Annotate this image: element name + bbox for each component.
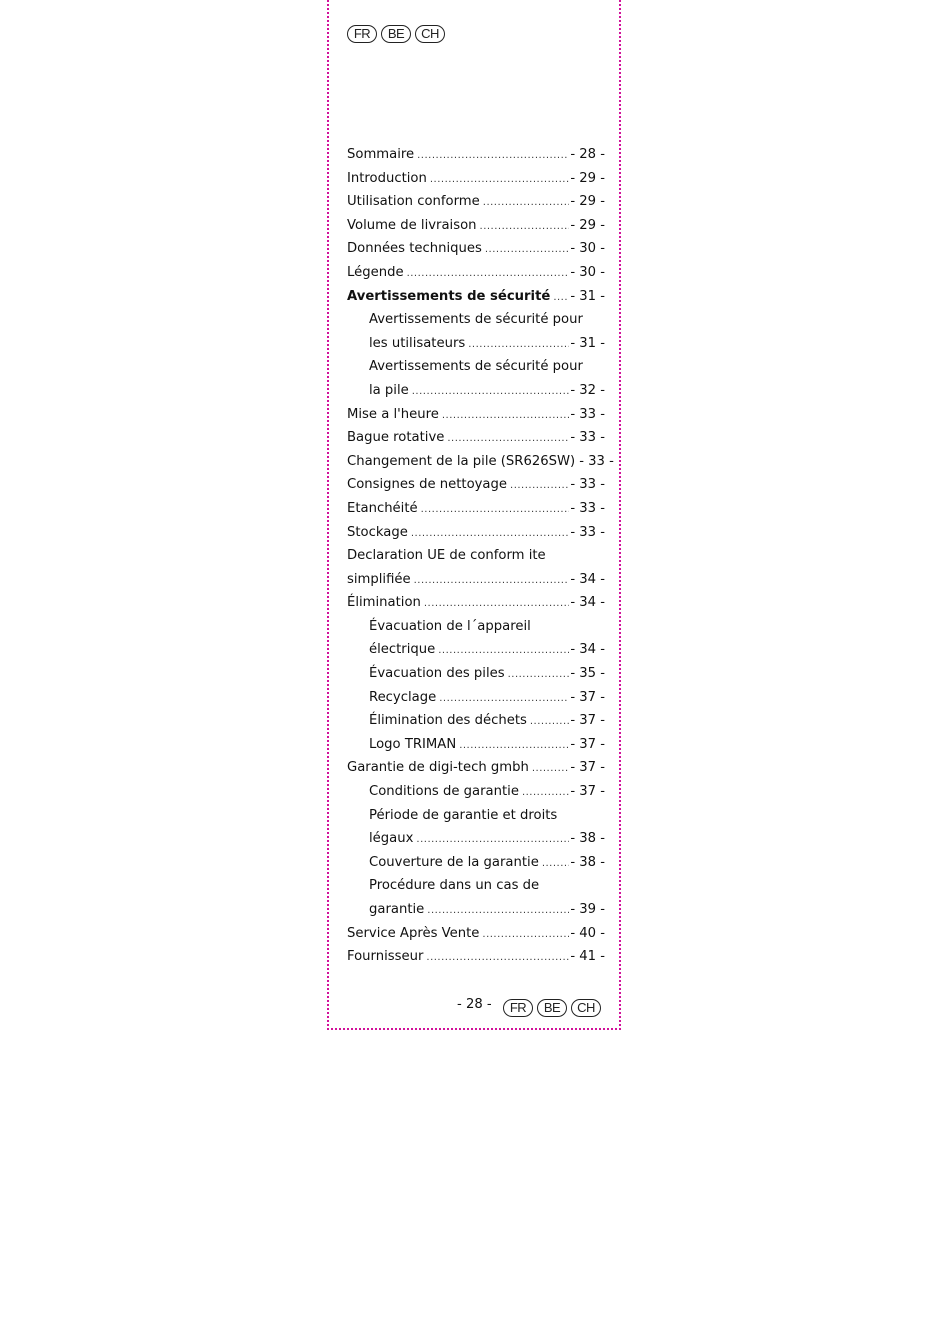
- toc-entry-title: électrique: [369, 642, 436, 658]
- toc-entry: [347, 851, 605, 875]
- toc-dot-leader: [417, 144, 569, 168]
- toc-dot-leader: [482, 923, 569, 947]
- toc-entry-title: la pile: [369, 382, 409, 398]
- toc-entry: [347, 285, 605, 309]
- toc-entry-page: - 33 -: [570, 430, 605, 446]
- toc-entry-page: - 38 -: [570, 831, 605, 847]
- toc-dot-leader: [424, 592, 569, 616]
- toc-entry: [347, 827, 605, 851]
- toc-dot-leader: [442, 404, 569, 428]
- toc-entry: [347, 190, 605, 214]
- toc-dot-leader: [553, 286, 569, 310]
- toc-entry: [347, 780, 605, 804]
- country-badge-fr: FR: [503, 999, 533, 1017]
- toc-entry: [347, 261, 605, 285]
- toc-entry: [347, 473, 605, 497]
- toc-dot-leader: [510, 474, 569, 498]
- toc-entry-page: - 41 -: [570, 949, 605, 965]
- toc-entry-page: - 33 -: [579, 453, 614, 469]
- toc-entry-page: - 35 -: [570, 666, 605, 682]
- toc-entry-page: - 39 -: [570, 902, 605, 917]
- toc-dot-leader: [485, 238, 569, 262]
- toc-entry-title: Mise a l'heure: [347, 406, 439, 422]
- toc-dot-leader: [522, 781, 569, 805]
- toc-dot-leader: [427, 899, 569, 923]
- country-badge-be: BE: [381, 25, 411, 43]
- toc-entry: [347, 874, 605, 898]
- toc-entry-title: Fournisseur: [347, 949, 424, 965]
- toc-entry-page: - 37 -: [570, 784, 605, 800]
- country-badge-ch: CH: [415, 25, 445, 43]
- toc-entry: [347, 332, 605, 356]
- toc-entry-title: Consignes de nettoyage: [347, 477, 508, 493]
- toc-entry: [347, 544, 605, 568]
- toc-entry: [347, 355, 605, 379]
- toc-dot-leader: [439, 687, 569, 711]
- toc-entry-title: Declaration UE de conform ite: [347, 548, 546, 564]
- toc-entry-title: Conditions de garantie: [369, 784, 519, 800]
- toc-entry: [347, 686, 605, 710]
- toc-dot-leader: [407, 262, 570, 286]
- toc-entry: [347, 497, 605, 521]
- toc-entry: [347, 308, 605, 332]
- toc-entry-page: - 37 -: [570, 760, 605, 776]
- toc-entry-title: Évacuation des piles: [369, 666, 505, 682]
- country-badge-ch: CH: [571, 999, 601, 1017]
- toc-entry-title: Service Après Vente: [347, 925, 480, 941]
- toc-entry-title: Élimination: [347, 595, 421, 611]
- toc-entry-title: simplifiée: [347, 571, 411, 587]
- toc-entry: [347, 898, 605, 922]
- toc-entry-title: Avertissements de sécurité: [347, 288, 551, 304]
- toc-entry: [347, 450, 614, 474]
- toc-entry: [347, 143, 605, 167]
- toc-entry-page: - 34 -: [570, 571, 605, 587]
- toc-entry-title: Légende: [347, 264, 404, 280]
- toc-entry-page: - 33 -: [570, 477, 605, 493]
- toc-entry: [347, 615, 605, 639]
- toc-entry: [347, 568, 605, 592]
- toc-dot-leader: [459, 734, 569, 758]
- toc-entry-title: Etanchéité: [347, 500, 418, 516]
- toc-entry: [347, 167, 605, 191]
- toc-entry-page: - 34 -: [570, 642, 605, 658]
- toc-entry: [347, 379, 605, 403]
- toc-entry-page: - 33 -: [570, 500, 605, 516]
- toc-entry-page: - 29 -: [570, 170, 605, 186]
- toc-entry-page: - 31 -: [570, 288, 605, 304]
- toc-dot-leader: [438, 639, 569, 663]
- toc-entry-title: Évacuation de l´appareil: [369, 618, 531, 634]
- toc-entry: [347, 237, 605, 261]
- toc-entry-page: - 31 -: [570, 335, 605, 351]
- toc-entry-title: Sommaire: [347, 147, 415, 162]
- toc-dot-leader: [412, 380, 570, 404]
- toc-dot-leader: [532, 757, 569, 781]
- toc-entry: [347, 591, 605, 615]
- toc-entry: [347, 521, 605, 545]
- toc-entry-title: légaux: [369, 831, 414, 847]
- country-badge-be: BE: [537, 999, 567, 1017]
- toc-entry-page: - 29 -: [570, 194, 605, 210]
- toc-entry-page: - 40 -: [570, 925, 605, 941]
- toc-entry-page: - 28 -: [570, 147, 605, 162]
- toc-entry: [347, 733, 605, 757]
- toc-entry-title: Utilisation conforme: [347, 194, 480, 210]
- toc-dot-leader: [426, 946, 569, 970]
- toc-entry-page: - 38 -: [570, 854, 605, 870]
- toc-entry-title: Élimination des déchets: [369, 713, 527, 729]
- toc-entry-title: les utilisateurs: [369, 335, 466, 351]
- toc-entry-title: Couverture de la garantie: [369, 854, 539, 870]
- toc-dot-leader: [421, 498, 570, 522]
- toc-entry-title: Avertissements de sécurité pour: [369, 359, 583, 375]
- toc-entry-page: - 37 -: [570, 689, 605, 705]
- toc-entry-page: - 30 -: [570, 241, 605, 257]
- toc-entry-title: Garantie de digi-tech gmbh: [347, 760, 529, 776]
- toc-entry-title: Volume de livraison: [347, 217, 477, 233]
- toc-dot-leader: [542, 852, 569, 876]
- toc-entry-title: Changement de la pile (SR626SW): [347, 453, 576, 469]
- toc-dot-leader: [530, 710, 569, 734]
- toc-entry-title: Données techniques: [347, 241, 482, 257]
- toc-entry-page: - 37 -: [570, 713, 605, 729]
- language-badges-bottom: [503, 999, 601, 1017]
- toc-dot-leader: [411, 522, 569, 546]
- toc-entry-title: Recyclage: [369, 689, 437, 705]
- toc-entry: [347, 403, 605, 427]
- toc-entry: [347, 804, 605, 828]
- toc-dot-leader: [416, 828, 569, 852]
- toc-entry-title: Bague rotative: [347, 430, 445, 446]
- toc-entry-page: - 32 -: [570, 382, 605, 398]
- country-badge-fr: FR: [347, 25, 377, 43]
- toc-entry: [347, 709, 605, 733]
- toc-entry: [347, 638, 605, 662]
- toc-entry: [347, 426, 605, 450]
- table-of-contents: [347, 143, 614, 969]
- toc-entry-title: Procédure dans un cas de: [369, 878, 540, 894]
- toc-dot-leader: [447, 427, 569, 451]
- toc-entry-page: - 33 -: [570, 524, 605, 540]
- toc-entry-title: Avertissements de sécurité pour: [369, 312, 583, 328]
- toc-entry: [347, 945, 605, 969]
- toc-dot-leader: [483, 191, 570, 215]
- toc-entry: [347, 922, 605, 946]
- toc-entry-title: Période de garantie et droits: [369, 807, 558, 823]
- toc-entry-page: - 29 -: [570, 217, 605, 233]
- toc-dot-leader: [430, 168, 569, 192]
- page-number: - 28 -: [457, 997, 492, 1012]
- toc-entry-title: Introduction: [347, 170, 427, 186]
- manual-page: [327, 0, 621, 1030]
- toc-entry-page: - 37 -: [570, 736, 605, 752]
- toc-entry: [347, 756, 605, 780]
- toc-dot-leader: [480, 215, 570, 239]
- toc-entry-page: - 33 -: [570, 406, 605, 422]
- toc-entry-title: Logo TRIMAN: [369, 736, 457, 752]
- toc-entry: [347, 662, 605, 686]
- toc-dot-leader: [508, 663, 570, 687]
- toc-entry-page: - 34 -: [570, 595, 605, 611]
- toc-entry-title: Stockage: [347, 524, 408, 540]
- toc-entry-title: garantie: [369, 902, 425, 917]
- language-badges-top: [347, 25, 445, 43]
- toc-dot-leader: [414, 569, 570, 593]
- toc-entry: [347, 214, 605, 238]
- toc-entry-page: - 30 -: [570, 264, 605, 280]
- toc-dot-leader: [468, 333, 569, 357]
